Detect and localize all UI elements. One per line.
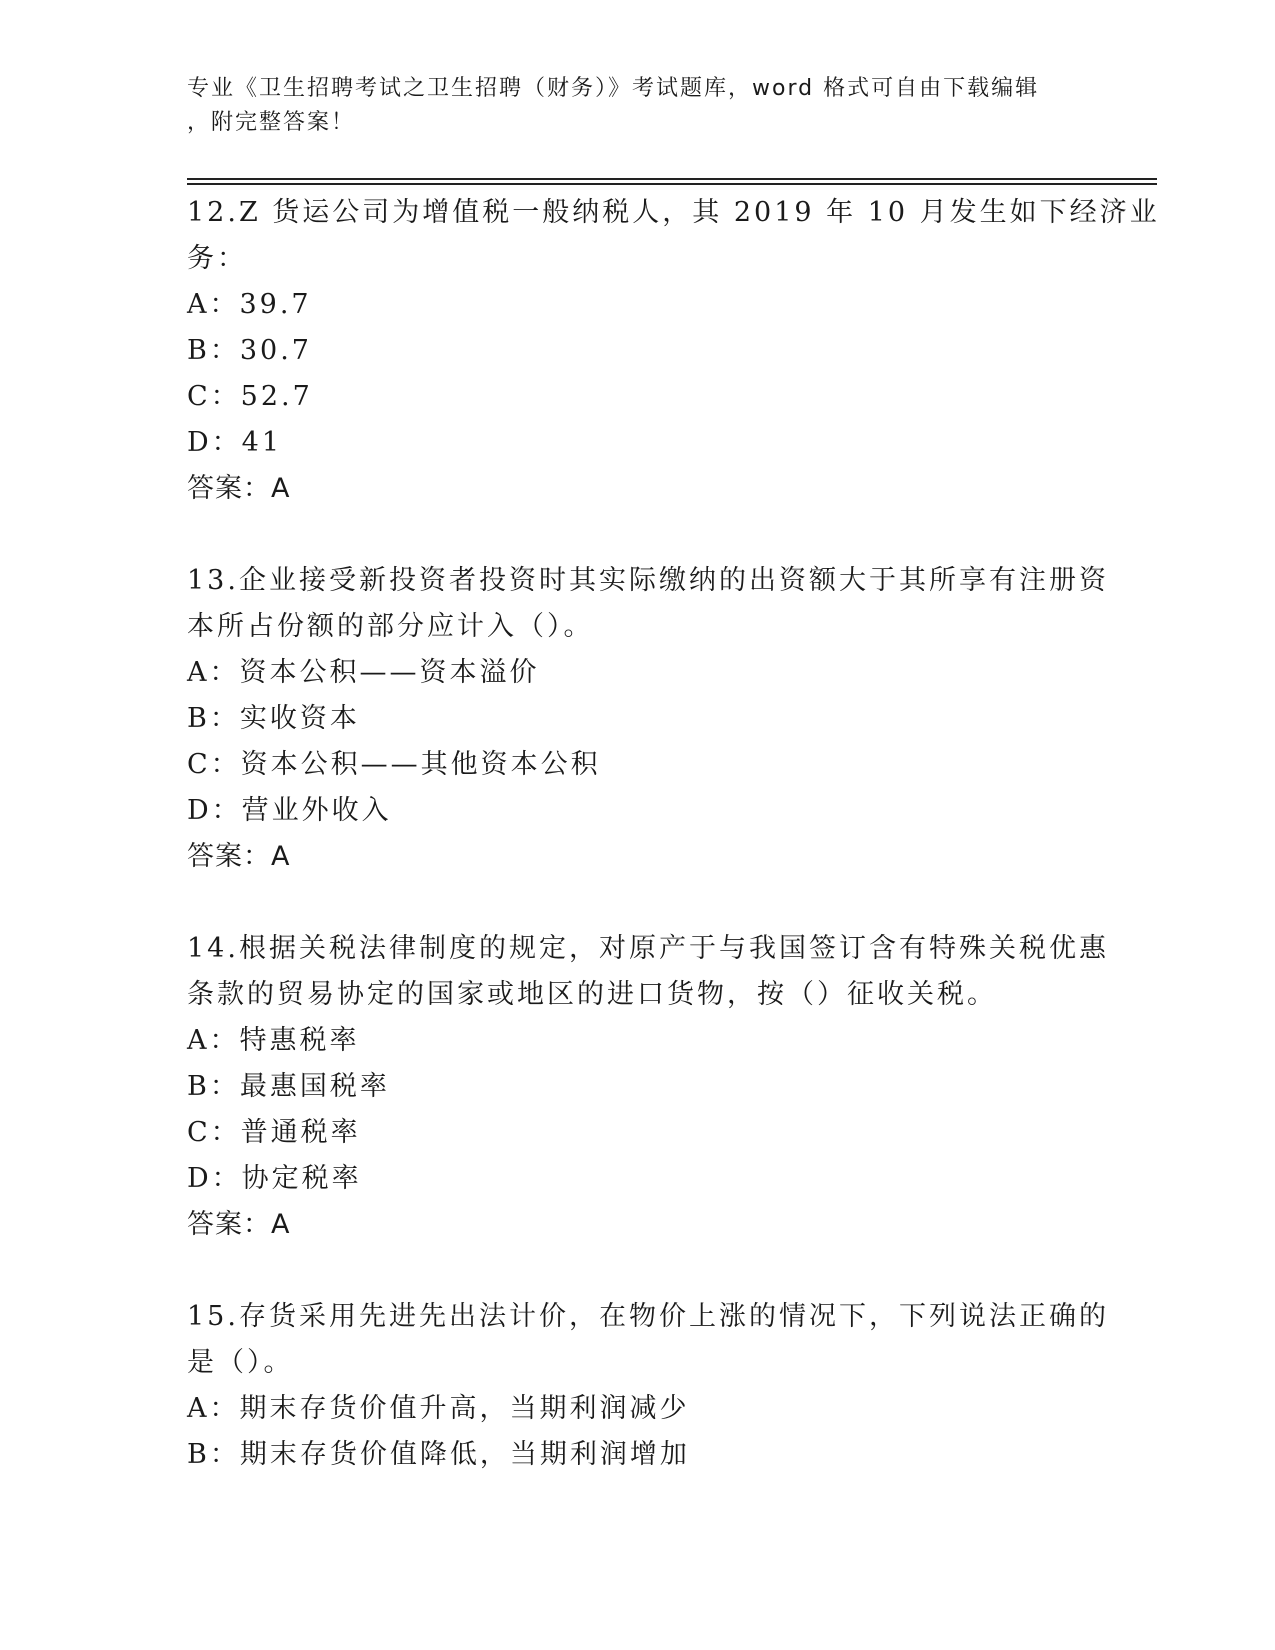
- option-b: B：期末存货价值降低，当期利润增加: [187, 1439, 690, 1470]
- question-14: [187, 926, 1109, 1248]
- answer-line: 答案：A: [187, 841, 291, 872]
- header-divider-top: [187, 178, 1157, 180]
- question-stem-line: 14.根据关税法律制度的规定，对原产于与我国签订含有特殊关税优惠: [187, 933, 1109, 964]
- option-a: A：39.7: [187, 289, 312, 320]
- question-13: [187, 558, 1109, 880]
- question-stem-line: 本所占份额的部分应计入（）。: [187, 611, 594, 642]
- option-d: D：协定税率: [187, 1163, 362, 1194]
- answer-line: 答案：A: [187, 1209, 291, 1240]
- question-stem-line: 条款的贸易协定的国家或地区的进口货物，按（）征收关税。: [187, 979, 997, 1010]
- question-stem: [187, 1294, 1109, 1386]
- option-b: B：最惠国税率: [187, 1071, 390, 1102]
- header-line-2: ，附完整答案！: [187, 110, 356, 135]
- option-d: D：41: [187, 427, 283, 458]
- question-list: [187, 190, 1160, 1524]
- option-b: B：实收资本: [187, 703, 360, 734]
- option-d: D：营业外收入: [187, 795, 392, 826]
- option-c: C：资本公积——其他资本公积: [187, 749, 601, 780]
- question-stem: [187, 926, 1109, 1018]
- question-stem-line: 务：: [187, 243, 247, 274]
- option-a: A：期末存货价值升高，当期利润减少: [187, 1393, 690, 1424]
- question-stem-line: 是（）。: [187, 1347, 294, 1378]
- document-header: [187, 72, 1067, 140]
- option-a: A：特惠税率: [187, 1025, 360, 1056]
- question-15: [187, 1294, 1109, 1478]
- question-stem: [187, 558, 1109, 650]
- question-stem: [187, 190, 1160, 282]
- option-a: A：资本公积——资本溢价: [187, 657, 540, 688]
- question-12: [187, 190, 1160, 512]
- question-stem-line: 15.存货采用先进先出法计价，在物价上涨的情况下，下列说法正确的: [187, 1301, 1109, 1332]
- question-stem-line: 12.Z 货运公司为增值税一般纳税人，其 2019 年 10 月发生如下经济业: [187, 197, 1160, 228]
- option-c: C：普通税率: [187, 1117, 361, 1148]
- header-divider-bottom: [187, 183, 1157, 185]
- question-stem-line: 13.企业接受新投资者投资时其实际缴纳的出资额大于其所享有注册资: [187, 565, 1109, 596]
- answer-line: 答案：A: [187, 473, 291, 504]
- option-c: C：52.7: [187, 381, 313, 412]
- option-b: B：30.7: [187, 335, 312, 366]
- header-line-1: 专业《卫生招聘考试之卫生招聘（财务）》考试题库，word 格式可自由下载编辑: [187, 76, 1040, 101]
